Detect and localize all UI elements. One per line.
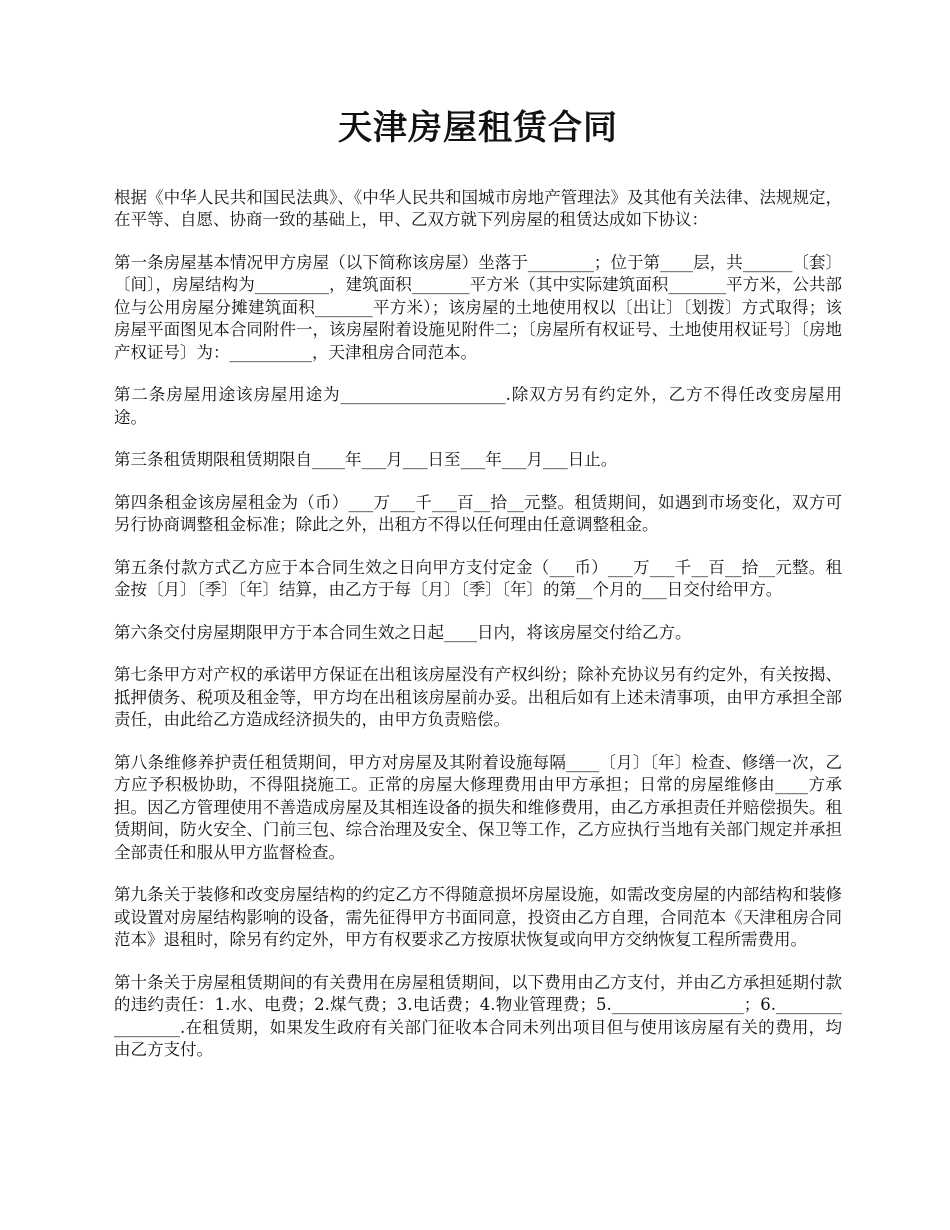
document-page — [114, 108, 842, 1082]
article-3-paragraph: 第三条租赁期限租赁期限自____年___月___日至___年___月___日止。 — [114, 450, 618, 470]
article-8-paragraph: 第八条维修养护责任租赁期间，甲方对房屋及其附着设施每隔____〔月〕〔年〕检查、修缮一次，乙方应予积极协助，不得阻挠施工。正常的房屋大修理费用由甲方承担；日常的房屋维修由____方承担。因乙方管理使用不善造成房屋及其相连设备的损失和维修费用，由乙方承担责任并赔偿损失。租赁期间，防火安全、门前三包、综合治理及安全、保卫等工作，乙方应执行当地有关部门规定并承担全部责任和服从甲方监督检查。 — [114, 752, 842, 862]
article-9-paragraph: 第九条关于装修和改变房屋结构的约定乙方不得随意损坏房屋设施，如需改变房屋的内部结构和装修或设置对房屋结构影响的设备，需先征得甲方书面同意，投资由乙方自理，合同范本《天津租房合同范本》退租时，除另有约定外，甲方有权要求乙方按原状恢复或向甲方交纳恢复工程所需费用。 — [114, 885, 842, 950]
document-title: 天津房屋租赁合同 — [338, 108, 618, 148]
article-1-paragraph: 第一条房屋基本情况甲方房屋（以下简称该房屋）坐落于________；位于第____层，共______〔套〕〔间〕，房屋结构为_________，建筑面积_______平方米（其中实际建筑面积_______平方米，公共部位与公用房屋分摊建筑面积_______平方米）；该房屋的土地使用权以〔出让〕〔划拨〕方式取得；该房屋平面图见本合同附件一，该房屋附着设施见附件二；〔房屋所有权证号、土地使用权证号〕〔房地产权证号〕为：__________，天津租房合同范本。 — [114, 252, 842, 362]
article-4-paragraph: 第四条租金该房屋租金为（币）___万___千___百__拾__元整。租赁期间，如遇到市场变化，双方可另行协商调整租金标准；除此之外，出租方不得以任何理由任意调整租金。 — [114, 492, 842, 535]
article-2-paragraph: 第二条房屋用途该房屋用途为____________________.除双方另有约定外，乙方不得任改变房屋用途。 — [114, 385, 842, 427]
article-10-paragraph: 第十条关于房屋租赁期间的有关费用在房屋租赁期间，以下费用由乙方支付，并由乙方承担延期付款的违约责任：1.水、电费；2.煤气费；3.电话费；4.物业管理费；5.________________；6.________________.在租赁期，如果发生政府有关部门征收本合同未列出项目但与使用该房屋有关的费用，均由乙方支付。 — [114, 972, 842, 1060]
article-7-paragraph: 第七条甲方对产权的承诺甲方保证在出租该房屋没有产权纠纷；除补充协议另有约定外，有关按揭、抵押债务、税项及租金等，甲方均在出租该房屋前办妥。出租后如有上述未清事项，由甲方承担全部责任，由此给乙方造成经济损失的，由甲方负责赔偿。 — [114, 665, 842, 730]
preamble-paragraph: 根据《中华人民共和国民法典》、《中华人民共和国城市房地产管理法》及其他有关法律、法规规定，在平等、自愿、协商一致的基础上，甲、乙双方就下列房屋的租赁达成如下协议： — [114, 187, 842, 230]
article-5-paragraph: 第五条付款方式乙方应于本合同生效之日向甲方支付定金（___币）___万___千__百__拾__元整。租金按〔月〕〔季〕〔年〕结算，由乙方于每〔月〕〔季〕〔年〕的第__个月的___日交付给甲方。 — [114, 557, 842, 600]
article-6-paragraph: 第六条交付房屋期限甲方于本合同生效之日起____日内，将该房屋交付给乙方。 — [114, 622, 692, 642]
